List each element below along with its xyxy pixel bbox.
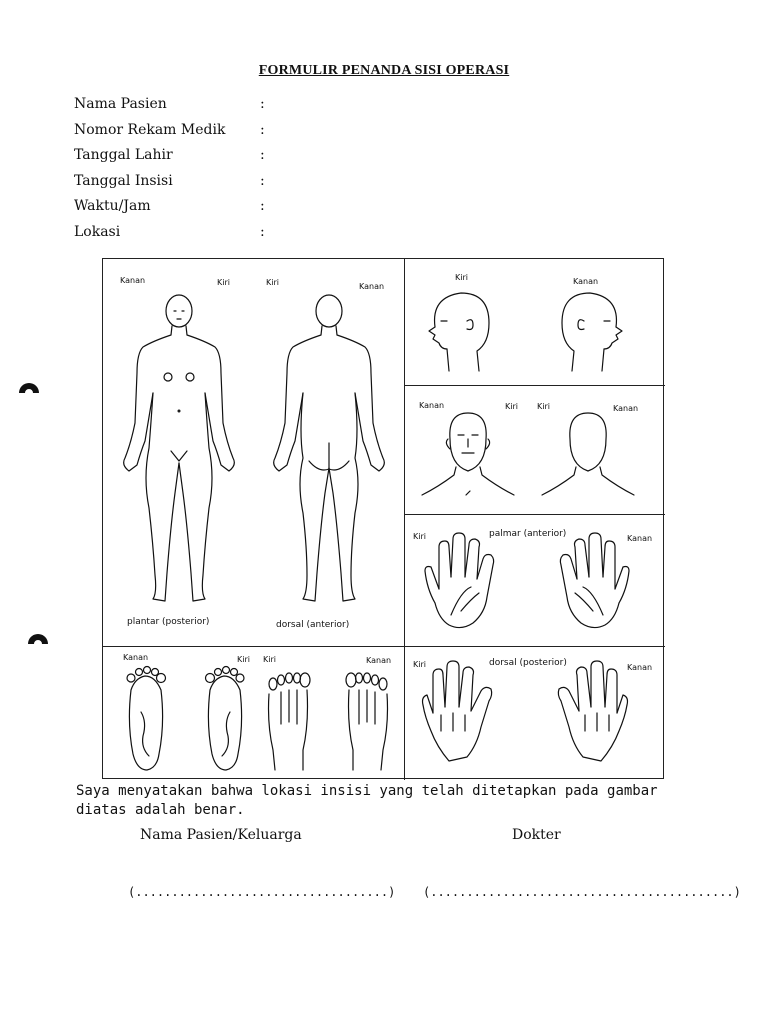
label-kanan: Kanan [120, 276, 146, 285]
label-kanan: Kanan [366, 656, 392, 665]
field-nomor-rekam-medik[interactable] [74, 122, 265, 138]
label-kiri: Kiri [263, 655, 276, 664]
grid-divider-vertical [404, 259, 405, 780]
body-back-figure[interactable] [263, 293, 393, 613]
grid-divider-horizontal [103, 646, 665, 647]
field-nama-pasien[interactable] [74, 96, 265, 112]
body-diagram-grid[interactable] [102, 258, 664, 779]
field-separator: : [260, 198, 265, 214]
field-separator: : [260, 96, 265, 112]
head-side-left-figure[interactable] [423, 287, 503, 377]
hand-back-right-figure[interactable] [551, 661, 631, 766]
binder-hole-icon [18, 373, 40, 395]
grid-divider-horizontal [404, 385, 665, 386]
field-label: Lokasi [74, 224, 121, 240]
caption-plantar: plantar (posterior) [127, 617, 210, 627]
label-kiri: Kiri [413, 532, 426, 541]
foot-sole-left-figure[interactable] [200, 664, 250, 774]
foot-top-left-figure[interactable] [263, 664, 313, 774]
label-kiri: Kiri [266, 278, 279, 287]
grid-divider-horizontal [404, 514, 665, 515]
label-kanan: Kanan [419, 401, 445, 410]
head-front-figure[interactable] [418, 409, 518, 499]
field-tanggal-lahir[interactable] [74, 147, 265, 163]
doctor-signature-label: Dokter [512, 827, 561, 843]
field-separator: : [260, 122, 265, 138]
doctor-signature-line[interactable]: (..........................................) [423, 885, 741, 899]
label-kiri: Kiri [237, 655, 250, 664]
label-kanan: Kanan [627, 534, 653, 543]
foot-top-right-figure[interactable] [343, 664, 393, 774]
label-kanan: Kanan [359, 282, 385, 291]
head-back-figure[interactable] [538, 409, 638, 499]
label-kiri: Kiri [505, 402, 518, 411]
head-side-right-figure[interactable] [548, 287, 628, 377]
body-front-figure[interactable] [113, 293, 243, 613]
field-label: Tanggal Insisi [74, 173, 173, 189]
field-label: Nama Pasien [74, 96, 167, 112]
caption-dorsal-posterior: dorsal (posterior) [489, 658, 567, 668]
field-label: Waktu/Jam [74, 198, 151, 214]
caption-dorsal: dorsal (anterior) [276, 620, 350, 630]
label-kanan: Kanan [627, 663, 653, 672]
field-separator: : [260, 224, 265, 240]
field-separator: : [260, 173, 265, 189]
consent-statement: Saya menyatakan bahwa lokasi insisi yang telah ditetapkan pada gambar diatas adalah benar. [76, 783, 658, 818]
caption-palmar: palmar (anterior) [489, 529, 567, 539]
form-title: FORMULIR PENANDA SISI OPERASI [258, 63, 510, 78]
foot-sole-right-figure[interactable] [121, 664, 171, 774]
label-kiri: Kiri [537, 402, 550, 411]
field-label: Tanggal Lahir [74, 147, 173, 163]
patient-signature-line[interactable]: (...................................) [128, 885, 396, 899]
field-waktu-jam[interactable] [74, 198, 265, 214]
field-lokasi[interactable] [74, 224, 265, 240]
palm-right-figure[interactable] [553, 531, 633, 636]
field-label: Nomor Rekam Medik [74, 122, 226, 138]
hand-back-left-figure[interactable] [419, 661, 499, 766]
label-kiri: Kiri [217, 278, 230, 287]
palm-left-figure[interactable] [421, 531, 501, 636]
label-kanan: Kanan [573, 277, 599, 286]
label-kanan: Kanan [613, 404, 639, 413]
label-kiri: Kiri [455, 273, 468, 282]
label-kiri: Kiri [413, 660, 426, 669]
field-tanggal-insisi[interactable] [74, 173, 265, 189]
label-kanan: Kanan [123, 653, 149, 662]
binder-hole-icon [27, 624, 49, 646]
patient-signature-label: Nama Pasien/Keluarga [140, 827, 302, 843]
field-separator: : [260, 147, 265, 163]
